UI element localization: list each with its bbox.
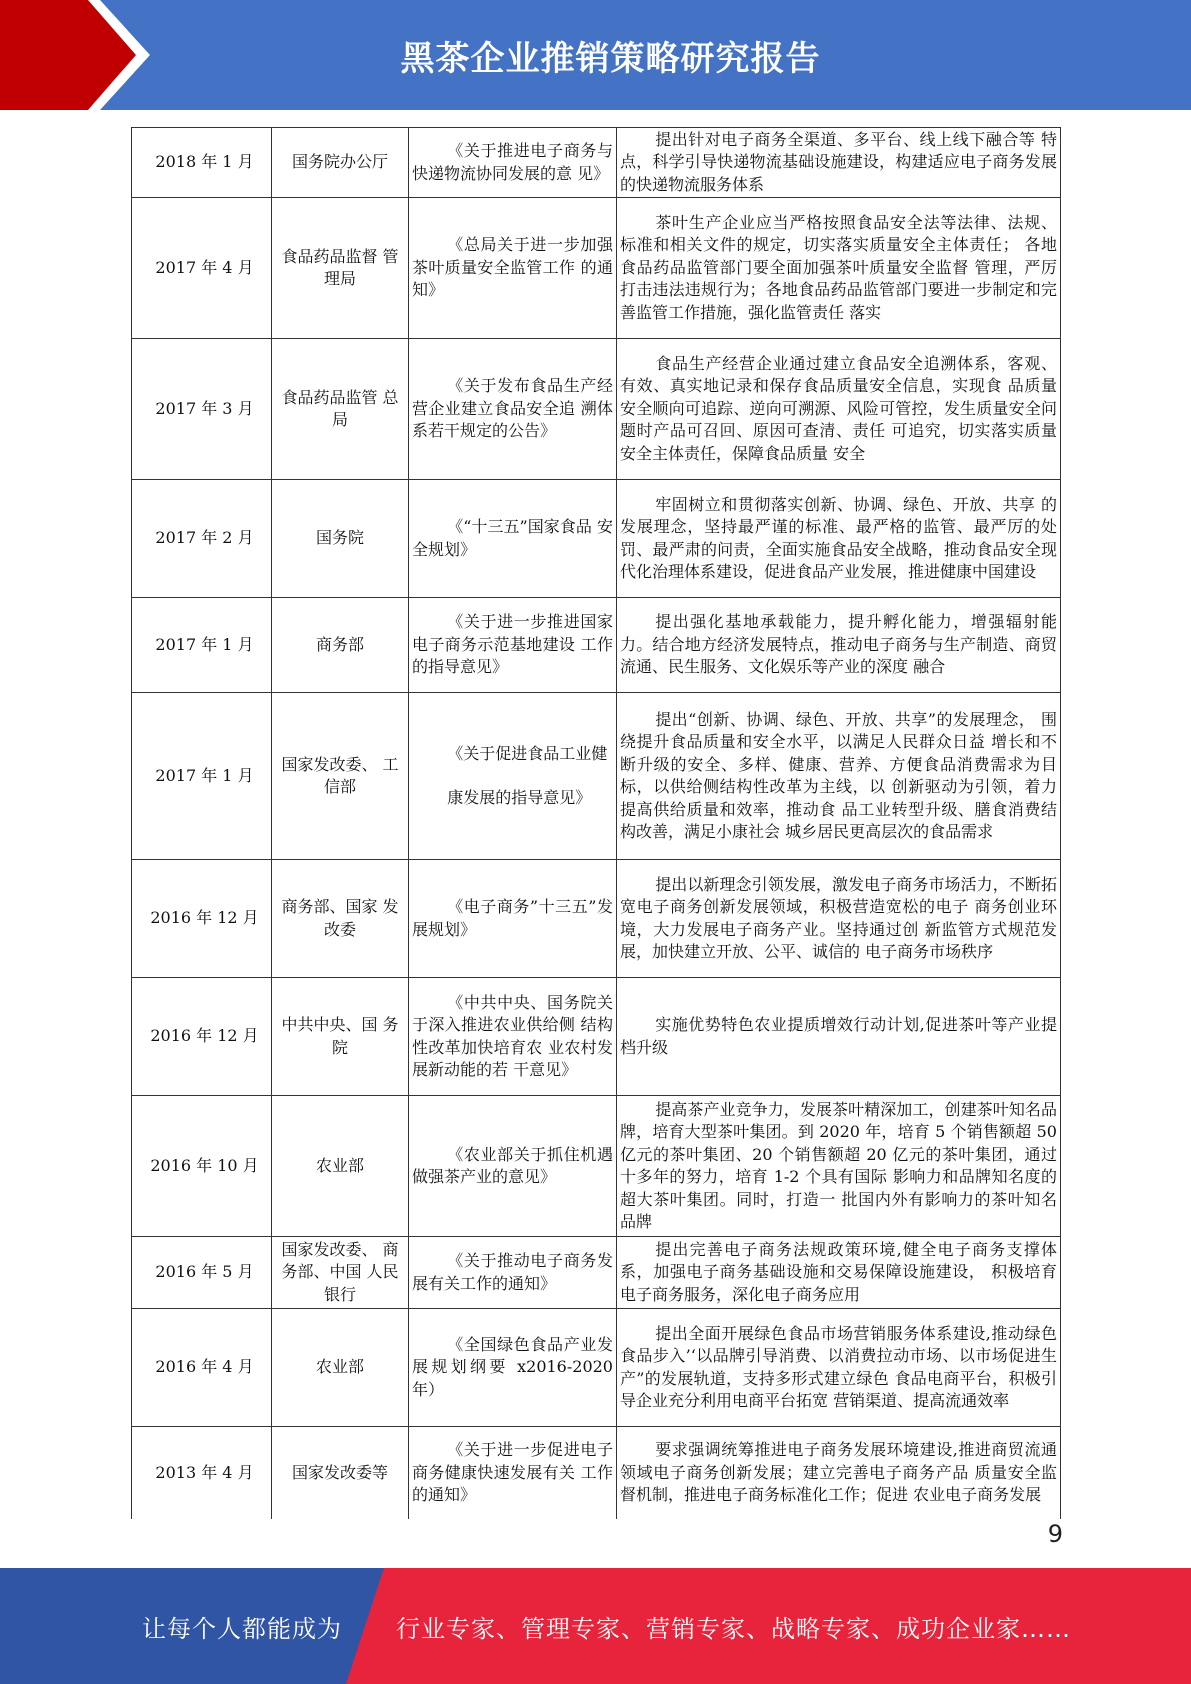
- document-cell: 《中共中央、国务院关 于深入推进农业供给侧 结构性改革加快培育农 业农村发展新动能的若 干意见》: [409, 978, 617, 1096]
- description-cell: 提出以新理念引领发展，激发电子商务市场活力，不断拓宽电子商务创新发展领域，积极营造宽松的电子 商务创业环境，大力发展电子商务产业。坚持通过创 新监管方式规范发展，加快建立开放、公平、诚信的 电子商务市场秩序: [617, 860, 1061, 978]
- date-cell: 2017 年 2 月: [132, 480, 272, 598]
- date-cell: 2017 年 1 月: [132, 693, 272, 860]
- date-cell: 2017 年 3 月: [132, 339, 272, 480]
- report-title: 黑茶企业推销策略研究报告: [400, 38, 821, 79]
- document-line: 《关于促进食品工业健: [447, 743, 608, 763]
- document-line: 康发展的指导意见》: [447, 788, 592, 807]
- description-cell: 实施优势特色农业提质增效行动计划,促进茶叶等产业提档升级: [617, 978, 1061, 1096]
- table-row: [132, 480, 1061, 598]
- table-row: [132, 339, 1061, 480]
- description-cell: 提出完善电子商务法规政策环境,健全电子商务支撑体系，加强电子商务基础设施和交易保障设施建设， 积极培育电子商务服务，深化电子商务应用: [617, 1237, 1061, 1309]
- department-cell: 农业部: [272, 1309, 409, 1427]
- department-cell: 国家发改委等: [272, 1427, 409, 1519]
- department-cell: 国家发改委、 工信部: [272, 693, 409, 860]
- page-footer: [0, 1568, 1191, 1684]
- description-cell: 牢固树立和贯彻落实创新、协调、绿色、开放、共享 的发展理念，坚持最严谨的标准、最严格的监管、最严厉的处罚、最严肃的问责，全面实施食品安全战略，推动食品安全现代化治理体系建设，促进食品产业发展，推进健康中国建设: [617, 480, 1061, 598]
- department-cell: 商务部、国家 发改委: [272, 860, 409, 978]
- table-row: [132, 1427, 1061, 1519]
- date-cell: 2016 年 4 月: [132, 1309, 272, 1427]
- description-cell: 食品生产经营企业通过建立食品安全追溯体系，客观、 有效、真实地记录和保存食品质量安全信息，实现食 品质量安全顺向可追踪、逆向可溯源、风险可管控，发生质量安全问题时产品可召回、原因可查清、责任 可追究，切实落实质量安全主体责任，保障食品质量 安全: [617, 339, 1061, 480]
- document-cell: 《“十三五”国家食品 安全规划》: [409, 480, 617, 598]
- description-cell: 茶叶生产企业应当严格按照食品安全法等法律、法规、 标准和相关文件的规定，切实落实质量安全主体责任； 各地食品药品监管部门要全面加强茶叶质量安全监督 管理，严厉打击违法违规行为；各地食品药品监管部门要进一步制定和完善监管工作措施，强化监管责任 落实: [617, 198, 1061, 339]
- table-row: [132, 128, 1061, 198]
- date-cell: 2016 年 5 月: [132, 1237, 272, 1309]
- description-cell: 提出全面开展绿色食品市场营销服务体系建设,推动绿色食品步入’‘以品牌引导消费、以消费拉动市场、以市场促进生产”的发展轨道，支持多形式建立绿色 食品电商平台，积极引导企业充分利用电商平台拓宽 营销渠道、提高流通效率: [617, 1309, 1061, 1427]
- date-cell: 2016 年 12 月: [132, 978, 272, 1096]
- department-cell: 农业部: [272, 1096, 409, 1237]
- date-cell: 2018 年 1 月: [132, 128, 272, 198]
- department-cell: 国务院办公厅: [272, 128, 409, 198]
- page-header: [0, 0, 1191, 110]
- document-cell: 《总局关于进一步加强 茶叶质量安全监管工作 的通知》: [409, 198, 617, 339]
- footer-slogan-right: 行业专家、管理专家、营销专家、战略专家、成功企业家……: [396, 1614, 1071, 1643]
- department-cell: 食品药品监管 总局: [272, 339, 409, 480]
- description-cell: 提出“创新、协调、绿色、开放、共享”的发展理念， 围绕提升食品质量和安全水平，以满足人民群众日益 增长和不断升级的安全、多样、健康、营养、方便食品消费需求为目标，以供给侧结构性改革为主线，以 创新驱动为引领，着力提高供给质量和效率，推动食 品工业转型升级、膳食消费结构改善，满足小康社会 城乡居民更高层次的食品需求: [617, 693, 1061, 860]
- description-cell: 提出针对电子商务全渠道、多平台、线上线下融合等 特点，科学引导快递物流基础设施建设，构建适应电子商务发展的快递物流服务体系: [617, 128, 1061, 198]
- document-cell: 《电子商务”十三五”发展规划》: [409, 860, 617, 978]
- table-row: [132, 1096, 1061, 1237]
- date-cell: 2016 年 10 月: [132, 1096, 272, 1237]
- document-cell: [409, 693, 617, 860]
- table-row: [132, 198, 1061, 339]
- department-cell: 国务院: [272, 480, 409, 598]
- document-cell: 《关于进一步促进电子 商务健康快速发展有关 工作的通知》: [409, 1427, 617, 1519]
- document-cell: 《关于发布食品生产经 营企业建立食品安全追 溯体系若干规定的公告》: [409, 339, 617, 480]
- description-cell: 提高茶产业竞争力，发展茶叶精深加工，创建茶叶知名品牌，培育大型茶叶集团。到 2020 年，培育 5 个销售额超 50 亿元的茶叶集团、20 个销售额超 20 亿元的茶叶集团，通过十多年的努力，培育 1-2 个具有国际 影响力和品牌知名度的超大茶叶集团。同时，打造一 批国内外有影响力的茶叶知名品牌: [617, 1096, 1061, 1237]
- date-cell: 2013 年 4 月: [132, 1427, 272, 1519]
- table-row: [132, 598, 1061, 693]
- date-cell: 2017 年 1 月: [132, 598, 272, 693]
- table-row: [132, 1309, 1061, 1427]
- document-cell: 《关于推进电子商务与 快递物流协同发展的意 见》: [409, 128, 617, 198]
- date-cell: 2016 年 12 月: [132, 860, 272, 978]
- document-cell: 《关于推动电子商务发 展有关工作的通知》: [409, 1237, 617, 1309]
- department-cell: 中共中央、国 务院: [272, 978, 409, 1096]
- department-cell: 国家发改委、 商务部、中国 人民银行: [272, 1237, 409, 1309]
- document-cell: 《全国绿色食品产业发 展规划纲要 x2016-2020 年）: [409, 1309, 617, 1427]
- date-cell: 2017 年 4 月: [132, 198, 272, 339]
- policy-table: [131, 127, 1061, 1519]
- footer-slogan-left: 让每个人都能成为: [142, 1614, 342, 1643]
- department-cell: 食品药品监督 管理局: [272, 198, 409, 339]
- table-row: [132, 1237, 1061, 1309]
- document-cell: 《关于进一步推进国家 电子商务示范基地建设 工作的指导意见》: [409, 598, 617, 693]
- document-cell: 《农业部关于抓住机遇 做强茶产业的意见》: [409, 1096, 617, 1237]
- page-number: 9: [1047, 1520, 1063, 1548]
- description-cell: 提出强化基地承载能力，提升孵化能力，增强辐射能 力。结合地方经济发展特点，推动电子商务与生产制造、商贸流通、民生服务、文化娱乐等产业的深度 融合: [617, 598, 1061, 693]
- table-row: [132, 860, 1061, 978]
- table-row: [132, 978, 1061, 1096]
- description-cell: 要求强调统筹推进电子商务发展环境建设,推进商贸流通领域电子商务创新发展；建立完善电子商务产品 质量安全监督机制，推进电子商务标准化工作；促进 农业电子商务发展: [617, 1427, 1061, 1519]
- table-row: [132, 693, 1061, 860]
- department-cell: 商务部: [272, 598, 409, 693]
